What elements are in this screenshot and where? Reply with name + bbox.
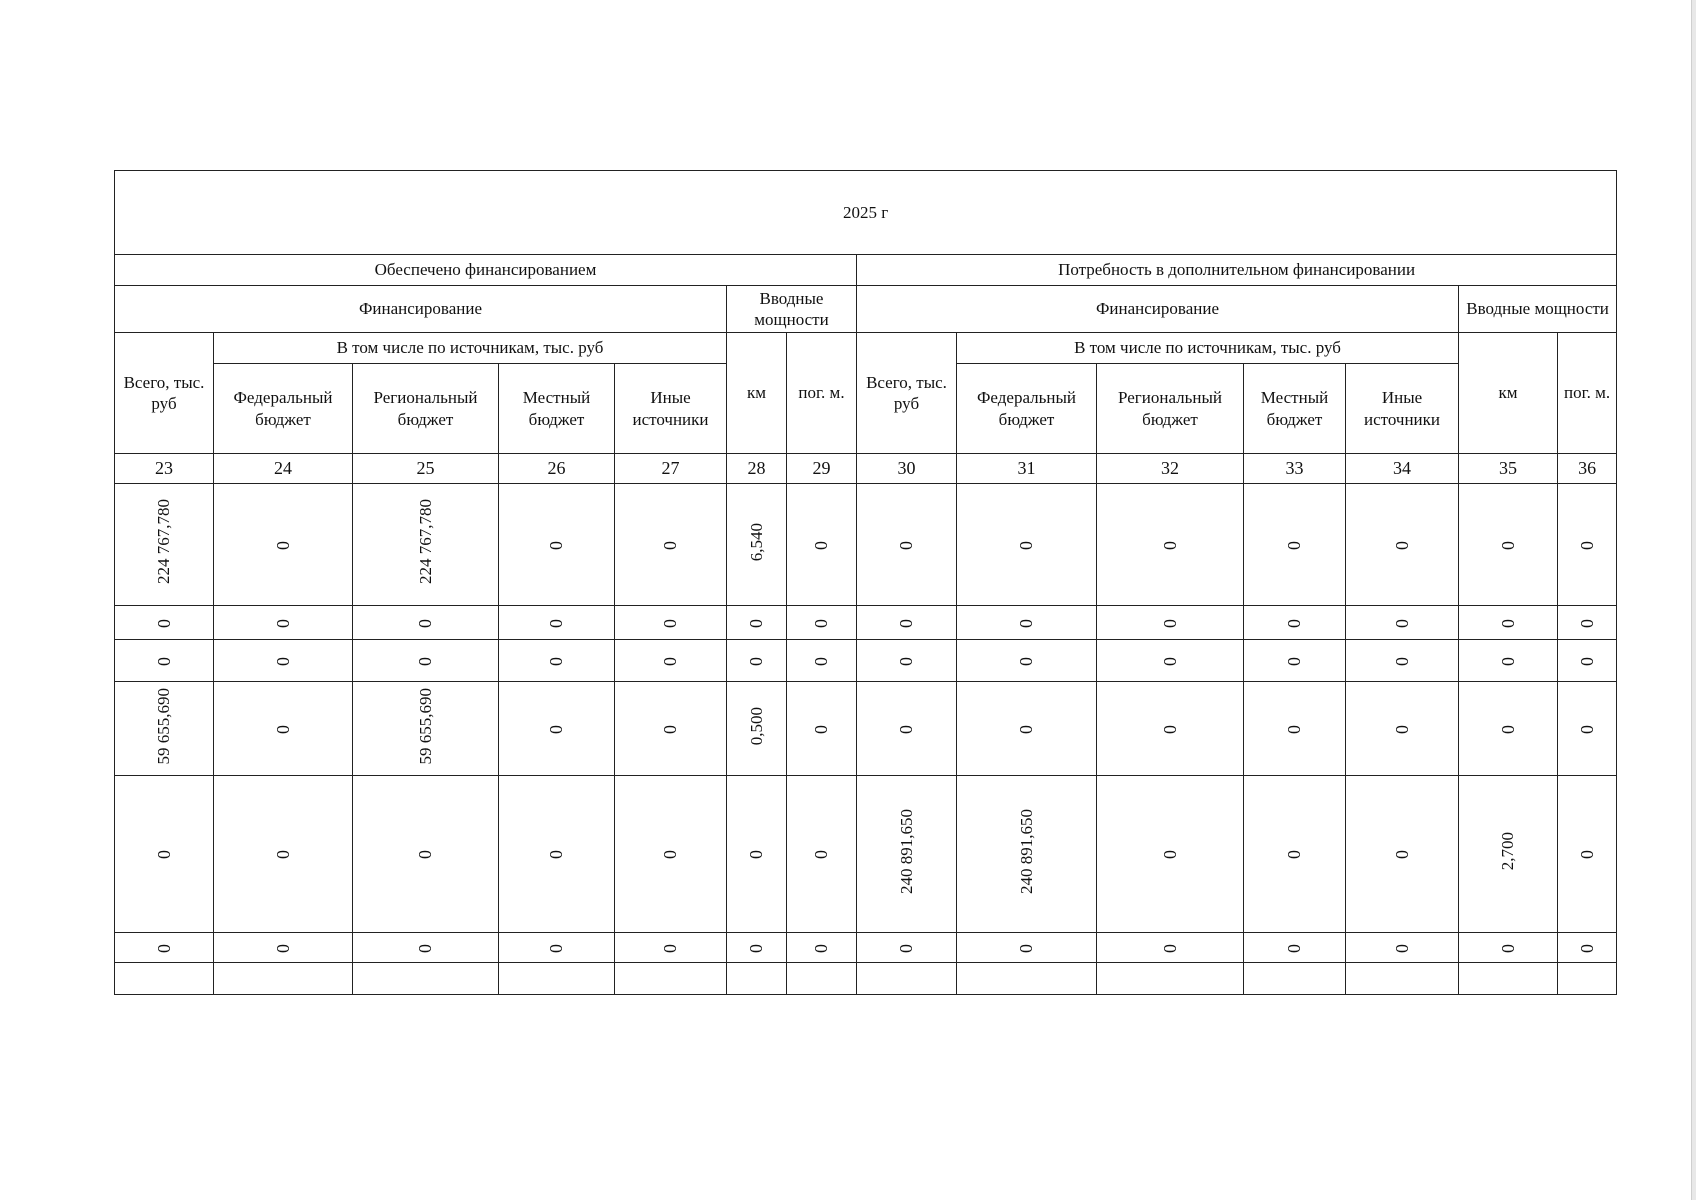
- cell-value: 0: [1391, 943, 1412, 953]
- other-header: Иные источники: [1346, 364, 1459, 454]
- table-cell: [499, 606, 615, 640]
- table-cell: [615, 682, 727, 776]
- cell-value: 59 655,690: [154, 687, 174, 765]
- cell-value: 0: [1497, 724, 1518, 734]
- table-cell: [499, 682, 615, 776]
- table-cell: [727, 776, 787, 933]
- cell-value: 0: [153, 656, 174, 666]
- table-cell: [1459, 776, 1558, 933]
- pog-m-header: пог. м.: [1558, 333, 1617, 454]
- table-row: [115, 606, 1617, 640]
- cell-value: 0: [1284, 618, 1305, 628]
- cell-value: 0: [1576, 943, 1597, 953]
- cell-value: 0: [660, 618, 681, 628]
- table-cell: [353, 606, 499, 640]
- local-header: Местный бюджет: [1244, 364, 1346, 454]
- table-row: [115, 933, 1617, 963]
- financing-header: Финансирование: [857, 286, 1459, 333]
- cell-value: 0: [1159, 943, 1180, 953]
- cell-value: 0: [896, 724, 917, 734]
- table-cell: [1558, 776, 1617, 933]
- table-cell: [1459, 606, 1558, 640]
- table-cell: [615, 606, 727, 640]
- table-cell: [787, 933, 857, 963]
- column-number: 27: [615, 454, 727, 484]
- table-cell: [957, 606, 1097, 640]
- table-cell: [615, 963, 727, 995]
- secured-financing-header: Обеспечено финансированием: [115, 255, 857, 286]
- table-cell: [115, 484, 214, 606]
- table-cell: [957, 682, 1097, 776]
- column-number: 30: [857, 454, 957, 484]
- table-cell: [857, 933, 957, 963]
- cell-value: 0: [1284, 943, 1305, 953]
- table-cell: [857, 606, 957, 640]
- cell-value: 0: [415, 850, 436, 860]
- table-cell: [957, 776, 1097, 933]
- table-cell: [353, 682, 499, 776]
- table-cell: [1459, 484, 1558, 606]
- cell-value: 0: [546, 850, 567, 860]
- federal-header: Федеральный бюджет: [214, 364, 353, 454]
- cell-value: 0: [1391, 618, 1412, 628]
- cell-value: 0: [660, 943, 681, 953]
- cell-value: 0: [1159, 656, 1180, 666]
- cell-value: 0: [1391, 724, 1412, 734]
- cell-value: 0: [546, 724, 567, 734]
- table-cell: [1244, 776, 1346, 933]
- table-cell: [353, 640, 499, 682]
- cell-value: 0: [1159, 850, 1180, 860]
- table-cell: [787, 606, 857, 640]
- table-cell: [214, 776, 353, 933]
- cell-value: 0: [272, 724, 293, 734]
- pog-m-header: пог. м.: [787, 333, 857, 454]
- total-header: Всего, тыс. руб: [115, 333, 214, 454]
- table-cell: [615, 933, 727, 963]
- table-cell: [1346, 776, 1459, 933]
- table-cell: [787, 963, 857, 995]
- cell-value: 0: [896, 540, 917, 550]
- column-number: 32: [1097, 454, 1244, 484]
- cell-value: 0: [1391, 850, 1412, 860]
- table-cell: [1097, 933, 1244, 963]
- column-number: 35: [1459, 454, 1558, 484]
- table-cell: [115, 640, 214, 682]
- table-cell: [1097, 606, 1244, 640]
- table-cell: [727, 682, 787, 776]
- column-number: 34: [1346, 454, 1459, 484]
- table-cell: [115, 933, 214, 963]
- cell-value: 0,500: [746, 706, 766, 745]
- cell-value: 0: [546, 540, 567, 550]
- cell-value: 0: [1159, 540, 1180, 550]
- table-cell: [115, 776, 214, 933]
- table-cell: [857, 776, 957, 933]
- table-cell: [857, 484, 957, 606]
- cell-value: 0: [746, 943, 767, 953]
- cell-value: 0: [153, 618, 174, 628]
- table-cell: [787, 640, 857, 682]
- cell-value: 0: [746, 850, 767, 860]
- table-cell: [857, 963, 957, 995]
- table-cell: [1346, 640, 1459, 682]
- table-cell: [214, 484, 353, 606]
- table-cell: [1558, 933, 1617, 963]
- cell-value: 0: [1016, 618, 1037, 628]
- cell-value: 0: [272, 850, 293, 860]
- cell-value: 224 767,780: [415, 499, 435, 585]
- table-cell: [353, 963, 499, 995]
- cell-value: 0: [153, 943, 174, 953]
- cell-value: 0: [272, 656, 293, 666]
- table-cell: [499, 963, 615, 995]
- table-cell: [214, 682, 353, 776]
- table-cell: [1459, 963, 1558, 995]
- cell-value: 0: [660, 656, 681, 666]
- column-number: 29: [787, 454, 857, 484]
- table-cell: [1244, 963, 1346, 995]
- table-row: [115, 484, 1617, 606]
- table-cell: [353, 933, 499, 963]
- table-cell: [353, 484, 499, 606]
- column-number: 36: [1558, 454, 1617, 484]
- total-header: Всего, тыс. руб: [857, 333, 957, 454]
- page-edge: [1691, 0, 1696, 1200]
- column-number-row: [115, 454, 1617, 484]
- table-cell: [1558, 682, 1617, 776]
- cell-value: 240 891,650: [1016, 808, 1036, 894]
- table-cell: [115, 963, 214, 995]
- cell-value: 2,700: [1498, 832, 1518, 871]
- table-cell: [787, 682, 857, 776]
- federal-header: Федеральный бюджет: [957, 364, 1097, 454]
- cell-value: 0: [811, 656, 832, 666]
- table-cell: [499, 776, 615, 933]
- cell-value: 0: [660, 724, 681, 734]
- financing-header: Финансирование: [115, 286, 727, 333]
- cell-value: 0: [1576, 724, 1597, 734]
- table-row: [115, 963, 1617, 995]
- table-cell: [1346, 933, 1459, 963]
- regional-header: Региональный бюджет: [1097, 364, 1244, 454]
- table-cell: [787, 484, 857, 606]
- column-number: 24: [214, 454, 353, 484]
- table-cell: [1558, 606, 1617, 640]
- table-cell: [727, 933, 787, 963]
- table-cell: [615, 776, 727, 933]
- cell-value: 0: [1284, 850, 1305, 860]
- table-cell: [615, 640, 727, 682]
- cell-value: 0: [1284, 656, 1305, 666]
- table-cell: [1558, 963, 1617, 995]
- table-cell: [1558, 640, 1617, 682]
- cell-value: 0: [896, 618, 917, 628]
- table-cell: [1346, 963, 1459, 995]
- table-cell: [1459, 933, 1558, 963]
- cell-value: 0: [1497, 618, 1518, 628]
- table-cell: [1097, 682, 1244, 776]
- cell-value: 0: [811, 943, 832, 953]
- regional-header: Региональный бюджет: [353, 364, 499, 454]
- cell-value: 0: [546, 656, 567, 666]
- table-cell: [727, 640, 787, 682]
- capacity-header: Вводные мощности: [727, 286, 857, 333]
- table-cell: [1459, 682, 1558, 776]
- table-cell: [214, 606, 353, 640]
- cell-value: 0: [746, 618, 767, 628]
- cell-value: 0: [1576, 656, 1597, 666]
- table-cell: [1097, 640, 1244, 682]
- table-cell: [957, 640, 1097, 682]
- column-number: 25: [353, 454, 499, 484]
- cell-value: 0: [660, 850, 681, 860]
- table-cell: [115, 606, 214, 640]
- cell-value: 0: [746, 656, 767, 666]
- table-cell: [1459, 640, 1558, 682]
- capacity-header: Вводные мощности: [1459, 286, 1617, 333]
- cell-value: 240 891,650: [896, 808, 916, 894]
- table-cell: [115, 682, 214, 776]
- table-cell: [727, 606, 787, 640]
- column-number: 28: [727, 454, 787, 484]
- table-cell: [1097, 484, 1244, 606]
- km-header: км: [727, 333, 787, 454]
- cell-value: 0: [660, 540, 681, 550]
- cell-value: 0: [272, 618, 293, 628]
- cell-value: 0: [811, 724, 832, 734]
- table-cell: [1346, 606, 1459, 640]
- cell-value: 0: [153, 850, 174, 860]
- table-cell: [214, 933, 353, 963]
- column-number: 31: [957, 454, 1097, 484]
- table-cell: [1097, 776, 1244, 933]
- cell-value: 0: [1159, 618, 1180, 628]
- table-cell: [214, 640, 353, 682]
- cell-value: 0: [1576, 540, 1597, 550]
- financing-table: [114, 170, 1617, 995]
- cell-value: 0: [272, 943, 293, 953]
- table-cell: [1097, 963, 1244, 995]
- table-row: [115, 682, 1617, 776]
- cell-value: 0: [811, 618, 832, 628]
- table-cell: [727, 963, 787, 995]
- table-cell: [353, 776, 499, 933]
- local-header: Местный бюджет: [499, 364, 615, 454]
- table-cell: [499, 933, 615, 963]
- cell-value: 0: [1576, 850, 1597, 860]
- cell-value: 0: [546, 618, 567, 628]
- additional-financing-header: Потребность в дополнительном финансировании: [857, 255, 1617, 286]
- cell-value: 0: [1016, 724, 1037, 734]
- table-cell: [499, 484, 615, 606]
- table-cell: [499, 640, 615, 682]
- cell-value: 0: [415, 943, 436, 953]
- table-cell: [727, 484, 787, 606]
- cell-value: 0: [896, 656, 917, 666]
- by-sources-header: В том числе по источникам, тыс. руб: [214, 333, 727, 364]
- table-cell: [1346, 682, 1459, 776]
- column-number: 33: [1244, 454, 1346, 484]
- cell-value: 6,540: [746, 522, 766, 561]
- cell-value: 0: [1391, 656, 1412, 666]
- cell-value: 0: [1576, 618, 1597, 628]
- by-sources-header: В том числе по источникам, тыс. руб: [957, 333, 1459, 364]
- cell-value: 0: [1284, 724, 1305, 734]
- table-cell: [857, 682, 957, 776]
- cell-value: 0: [811, 540, 832, 550]
- table-cell: [957, 484, 1097, 606]
- table-cell: [1346, 484, 1459, 606]
- cell-value: 0: [1497, 656, 1518, 666]
- table-cell: [1244, 640, 1346, 682]
- table-cell: [787, 776, 857, 933]
- table-cell: [957, 933, 1097, 963]
- table-row: [115, 640, 1617, 682]
- cell-value: 0: [415, 656, 436, 666]
- cell-value: 0: [1497, 540, 1518, 550]
- column-numbers: [115, 454, 1617, 484]
- cell-value: 0: [1159, 724, 1180, 734]
- cell-value: 224 767,780: [154, 499, 174, 585]
- cell-value: 59 655,690: [415, 687, 435, 765]
- column-number: 26: [499, 454, 615, 484]
- table-cell: [1558, 484, 1617, 606]
- table-cell: [214, 963, 353, 995]
- table-cell: [857, 640, 957, 682]
- data-rows: [115, 484, 1617, 995]
- cell-value: 0: [896, 943, 917, 953]
- cell-value: 0: [1016, 656, 1037, 666]
- cell-value: 0: [1016, 943, 1037, 953]
- other-header: Иные источники: [615, 364, 727, 454]
- table-cell: [1244, 606, 1346, 640]
- cell-value: 0: [1284, 540, 1305, 550]
- table-cell: [1244, 484, 1346, 606]
- cell-value: 0: [415, 618, 436, 628]
- table-cell: [957, 963, 1097, 995]
- cell-value: 0: [1391, 540, 1412, 550]
- table-cell: [1244, 682, 1346, 776]
- cell-value: 0: [272, 540, 293, 550]
- table-cell: [615, 484, 727, 606]
- km-header: км: [1459, 333, 1558, 454]
- table-row: [115, 776, 1617, 933]
- year-header: 2025 г: [115, 171, 1617, 255]
- cell-value: 0: [1016, 540, 1037, 550]
- cell-value: 0: [811, 850, 832, 860]
- cell-value: 0: [1497, 943, 1518, 953]
- cell-value: 0: [546, 943, 567, 953]
- table-cell: [1244, 933, 1346, 963]
- column-number: 23: [115, 454, 214, 484]
